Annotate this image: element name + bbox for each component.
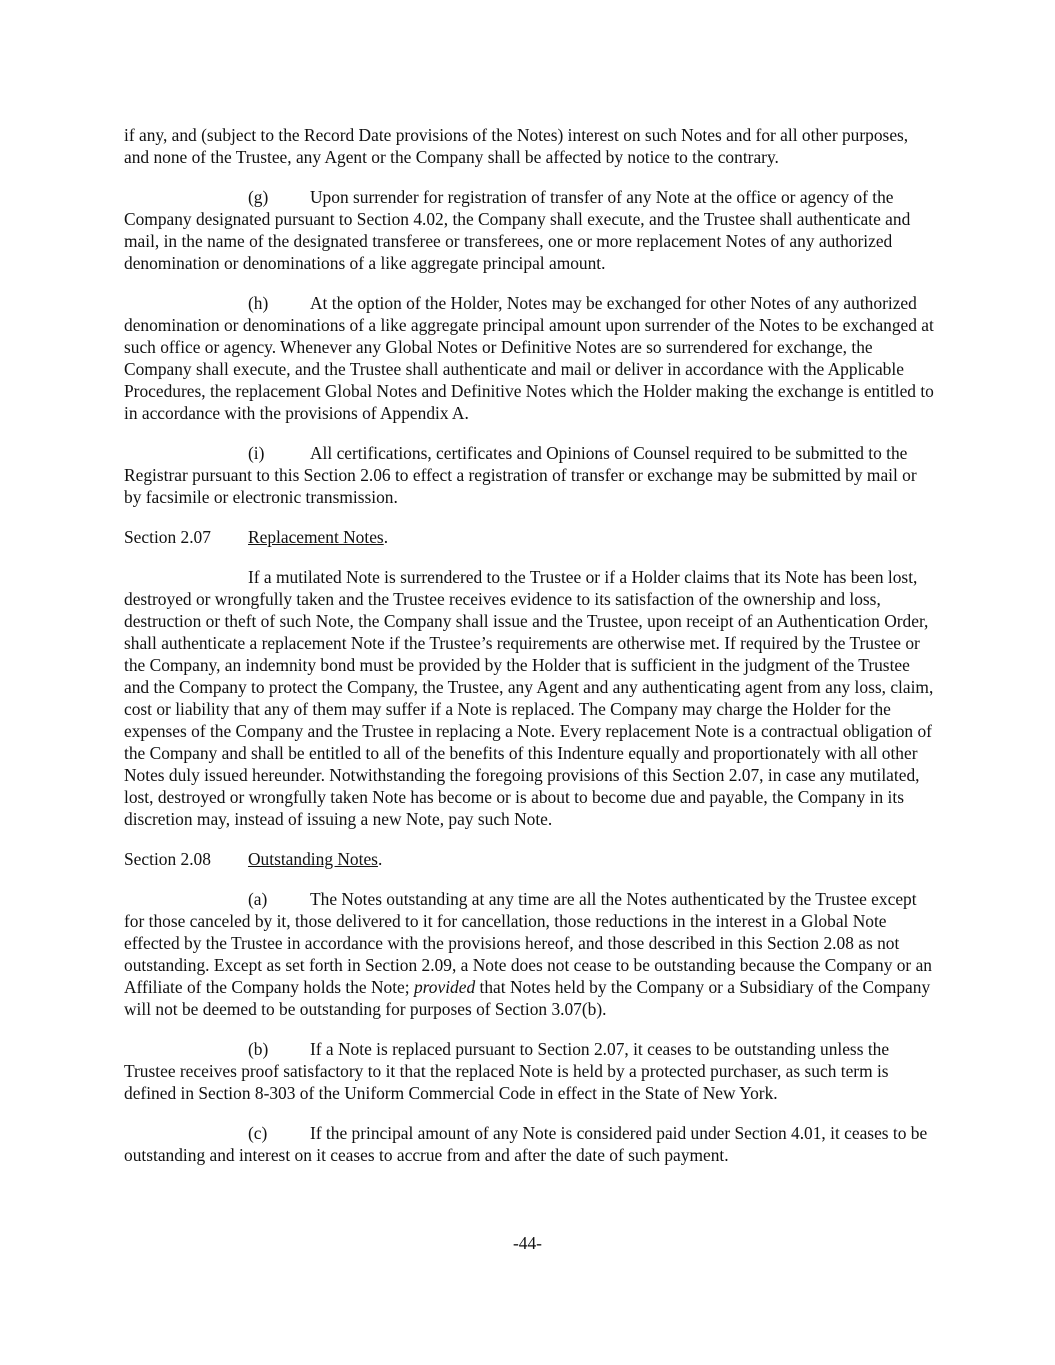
paragraph-label: (a) — [248, 889, 268, 909]
paragraph-text-continued: that Notes held by the Company or a Subsidiary of the Company will not be deemed to be outstanding for purposes of Section 3.07(b). — [124, 977, 931, 1019]
paragraph-g — [124, 186, 934, 274]
paragraph-label: (h) — [248, 293, 269, 313]
paragraph-i — [124, 442, 934, 508]
italic-term: provided — [413, 977, 476, 997]
paragraph-text: The Notes outstanding at any time are all the Notes authenticated by the Trustee except for those canceled by it, those delivered to it for cancellation, those reductions in the interest in a Global Note effected by the Trustee in accordance with the provisions hereof, and those described in this Section 2.08 as not outstanding. Except as set forth in Section 2.09, a Note does not cease to be outstanding because the Company or an Affiliate of the Company holds the Note; — [124, 889, 932, 997]
paragraph-a — [124, 888, 934, 1020]
paragraph-text: If a mutilated Note is surrendered to the Trustee or if a Holder claims that its Note has been lost, destroyed or wrongfully taken and the Trustee receives evidence to its satisfaction of the ownership and loss, destruction or theft of such Note, the Company shall issue and the Trustee, upon receipt of an Authentication Order, shall authenticate a replacement Note if the Trustee’s requirements are otherwise met. If required by the Trustee or the Company, an indemnity bond must be provided by the Holder that is sufficient in the judgment of the Trustee and the Company to protect the Company, the Trustee, any Agent and any authenticating agent from any loss, claim, cost or liability that any of them may suffer if a Note is replaced. The Company may charge the Holder for the expenses of the Company and the Trustee in replacing a Note. Every replacement Note is a contractual obligation of the Company and shall be entitled to all of the benefits of this Indenture equally and proportionately with all other Notes duly issued hereunder. Notwithstanding the foregoing provisions of this Section 2.07, in case any mutilated, lost, destroyed or wrongfully taken Note has become or is about to become due and payable, the Company in its discretion may, instead of issuing a new Note, pay such Note. — [124, 567, 934, 829]
paragraph-b — [124, 1038, 934, 1104]
section-number: Section 2.07 — [124, 527, 211, 547]
paragraph-text: All certifications, certificates and Opinions of Counsel required to be submitted to the Registrar pursuant to this Section 2.06 to effect a registration of transfer or exchange may be submitted by mail or by facsimile or electronic transmission. — [124, 443, 917, 507]
paragraph-text: At the option of the Holder, Notes may be exchanged for other Notes of any authorized denomination or denominations of a like aggregate principal amount upon surrender of the Notes to be exchanged at such office or agency. Whenever any Global Notes or Definitive Notes are so surrendered for exchange, the Company shall execute, and the Trustee shall authenticate and mail or deliver in accordance with the Applicable Procedures, the replacement Global Notes and Definitive Notes which the Holder making the exchange is entitled to in accordance with the provisions of Appendix A. — [124, 293, 934, 423]
section-2-07-body — [124, 566, 934, 830]
paragraph-continuation — [124, 124, 934, 168]
section-heading-2-07: Section 2.07 Replacement Notes. — [124, 527, 389, 547]
page-number: -44- — [513, 1233, 542, 1253]
paragraph-label: (g) — [248, 187, 269, 207]
paragraph-text: if any, and (subject to the Record Date provisions of the Notes) interest on such Notes and for all other purposes, and none of the Trustee, any Agent or the Company shall be affected by notice to the contrary. — [124, 125, 909, 167]
paragraph-text: Upon surrender for registration of transfer of any Note at the office or agency of the Company designated pursuant to Section 4.02, the Company shall execute, and the Trustee shall authenticate and mail, in the name of the designated transferee or transferees, one or more replacement Notes of any authorized denomination or denominations of a like aggregate principal amount. — [124, 187, 911, 273]
paragraph-label: (c) — [248, 1123, 268, 1143]
paragraph-text: If the principal amount of any Note is considered paid under Section 4.01, it ceases to be outstanding and interest on it ceases to accrue from and after the date of such payment. — [124, 1123, 928, 1165]
section-heading-2-08: Section 2.08 Outstanding Notes. — [124, 849, 383, 869]
section-title: Replacement Notes — [248, 527, 384, 547]
paragraph-label: (b) — [248, 1039, 269, 1059]
paragraph-label: (i) — [248, 443, 265, 463]
section-title: Outstanding Notes — [248, 849, 378, 869]
section-number: Section 2.08 — [124, 849, 211, 869]
paragraph-text: If a Note is replaced pursuant to Section 2.07, it ceases to be outstanding unless the Trustee receives proof satisfactory to it that the replaced Note is held by a protected purchaser, as such term is defined in Section 8-303 of the Uniform Commercial Code in effect in the State of New York. — [124, 1039, 890, 1103]
paragraph-c — [124, 1122, 934, 1166]
paragraph-h — [124, 292, 934, 424]
document-page — [124, 124, 934, 1184]
